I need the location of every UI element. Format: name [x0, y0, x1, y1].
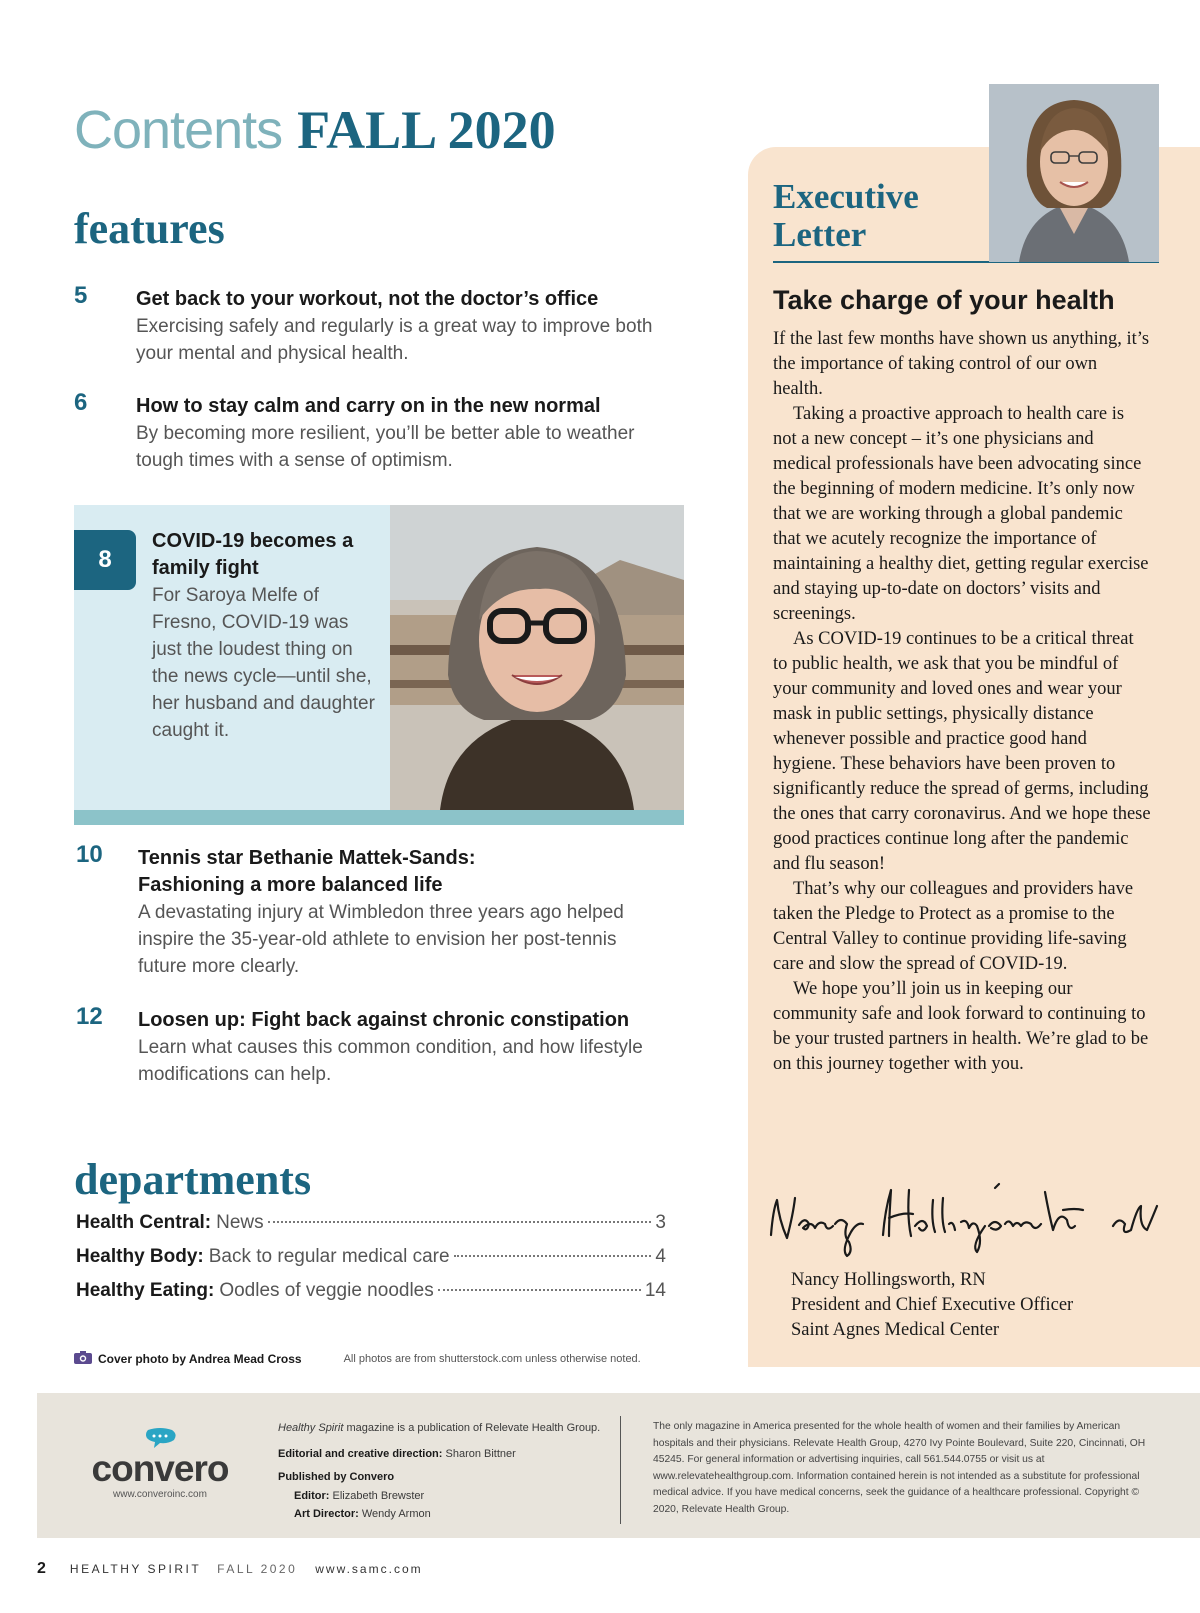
feature-title[interactable]: Loosen up: Fight back against chronic constipation: [138, 1009, 630, 1031]
department-category: Health Central:: [76, 1212, 212, 1233]
editor-value: Elizabeth Brewster: [329, 1490, 425, 1502]
highlight-feature-description: For Saroya Melfe of Fresno, COVID-19 was just the loudest thing on the news cycle—until she, her husband and daughter caught it.: [152, 585, 375, 741]
feature-description: Learn what causes this common condition, and how lifestyle modifications can help.: [138, 1037, 643, 1085]
feature-photo: [390, 505, 684, 810]
department-row[interactable]: [76, 1208, 666, 1238]
department-row[interactable]: [76, 1242, 666, 1272]
department-title: Oodles of veggie noodles: [219, 1280, 434, 1301]
handwritten-signature: [763, 1180, 1163, 1260]
folio-website[interactable]: www.samc.com: [315, 1562, 423, 1576]
signature-block: [791, 1268, 1181, 1343]
highlight-feature-bar: [74, 810, 684, 825]
publication-line: [278, 1421, 608, 1435]
feature-page-number: 12: [76, 1003, 103, 1030]
leader-dots: [454, 1255, 652, 1257]
signer-org: Saint Agnes Medical Center: [791, 1320, 1000, 1340]
feature-description: A devastating injury at Wimbledon three years ago helped inspire the 35-year-old athlete to envision her post-tennis future more clearly.: [138, 902, 624, 977]
executive-portrait: [989, 84, 1159, 262]
art-director-value: Wendy Armon: [358, 1508, 431, 1520]
published-by-line: [278, 1470, 608, 1484]
editorial-label: Editorial and creative direction:: [278, 1448, 443, 1460]
editor-label: Editor:: [294, 1490, 330, 1502]
page-title: [74, 98, 556, 162]
feature-description: Exercising safely and regularly is a great way to improve both your mental and physical health.: [136, 316, 653, 364]
signer-name: Nancy Hollingsworth, RN: [791, 1270, 986, 1290]
logo-wordmark: convero: [91, 1448, 229, 1489]
department-category: Healthy Eating:: [76, 1280, 215, 1301]
art-director-label: Art Director:: [294, 1508, 359, 1520]
cover-photo-credit: Cover photo by Andrea Mead Cross: [98, 1352, 302, 1366]
feature-title[interactable]: How to stay calm and carry on in the new normal: [136, 395, 601, 417]
department-row[interactable]: [76, 1276, 666, 1306]
letter-body: [773, 327, 1151, 1077]
feature-item[interactable]: [76, 841, 656, 981]
footer-disclaimer: The only magazine in America presented for the whole health of women and their families by American hospitals and their physicians. Relevate Health Group, 4270 Ivy Pointe Boulevard, Suite 220, Cincinnati, OH 45245. For general information or advertising inquiries, call 561.544.0755 or visit us at www.relevatehealthgroup.com. Information contained herein is not intended as a substitute for professional medical advice. If you have medical concerns, seek the guidance of a healthcare professional. Copyright © 2020, Relevate Health Group.: [653, 1421, 1146, 1515]
folio-publication: HEALTHY SPIRIT: [69, 1562, 202, 1576]
features-heading: features: [74, 204, 225, 253]
department-page: 4: [655, 1246, 666, 1267]
photo-credits: [74, 1350, 641, 1368]
published-by: Published by Convero: [278, 1471, 395, 1483]
department-category: Healthy Body:: [76, 1246, 204, 1267]
letter-paragraph: That’s why our colleagues and providers have taken the Pledge to Protect as a promise to the Central Valley to continue providing life-saving care and slow the spread of COVID-19.: [773, 879, 1134, 974]
footer-divider: [620, 1416, 621, 1524]
page-folio: [37, 1560, 423, 1578]
highlight-page-badge: 8: [74, 530, 136, 590]
departments-heading: departments: [74, 1155, 312, 1204]
stock-photo-note: All photos are from shutterstock.com unless otherwise noted.: [343, 1353, 641, 1365]
feature-page-number: 6: [74, 389, 88, 416]
letter-paragraph: If the last few months have shown us anything, it’s the importance of taking control of our own health.: [773, 329, 1150, 399]
camera-icon: [74, 1351, 92, 1367]
letter-paragraph: Taking a proactive approach to health care is not a new concept – it’s one physicians and medical professionals have been advocating since the beginning of modern medicine. It’s only now that we are working through a global pandemic that we acutely recognize the importance of maintaining a healthy diet, getting regular exercise and staying up-to-date on doctors’ visits and screenings.: [773, 404, 1149, 624]
department-title: Back to regular medical care: [208, 1246, 450, 1267]
feature-item[interactable]: [76, 1003, 656, 1093]
department-page: 3: [655, 1212, 666, 1233]
page-number: 2: [37, 1560, 46, 1577]
title-contents: Contents: [74, 100, 283, 160]
editor-line: [294, 1489, 624, 1503]
department-title: News: [216, 1212, 264, 1233]
feature-title[interactable]: Get back to your workout, not the doctor’s office: [136, 288, 599, 310]
feature-item[interactable]: [74, 389, 654, 479]
leader-dots: [268, 1221, 652, 1223]
leader-dots: [438, 1289, 641, 1291]
editorial-value: Sharon Bittner: [442, 1448, 516, 1460]
folio-issue: FALL 2020: [217, 1562, 298, 1576]
signer-role: President and Chief Executive Officer: [791, 1295, 1074, 1315]
department-page: 14: [644, 1280, 666, 1301]
magazine-name: Healthy Spirit: [278, 1422, 344, 1434]
letter-paragraph: We hope you’ll join us in keeping our community safe and look forward to continuing to be your trusted partners in health. We’re glad to be on this journey together with you.: [773, 979, 1149, 1074]
feature-title[interactable]: Tennis star Bethanie Mattek-Sands: Fashioning a more balanced life: [138, 847, 476, 896]
editorial-line: [278, 1447, 608, 1461]
letter-paragraph: As COVID-19 continues to be a critical threat to public health, we ask that you be mindful of your community and loved ones and wear your mask in public settings, physically distance whenever possible and practice good hand hygiene. These behaviors have been proven to significantly reduce the spread of germs, including the ones that carry coronavirus. And we hope these good practices continue long after the pandemic and flu season!: [773, 629, 1151, 874]
feature-description: By becoming more resilient, you’ll be better able to weather tough times with a sense of optimism.: [136, 423, 635, 471]
title-issue: FALL 2020: [297, 100, 556, 160]
feature-page-number: 10: [76, 841, 103, 868]
executive-letter-heading: Executive Letter: [773, 177, 919, 254]
feature-page-number: 5: [74, 282, 88, 309]
feature-item[interactable]: [74, 282, 654, 372]
publication-text: magazine is a publication of Relevate Health Group.: [343, 1422, 601, 1434]
logo-url[interactable]: www.converoinc.com: [113, 1489, 207, 1500]
letter-headline: Take charge of your health: [773, 285, 1115, 315]
art-director-line: [294, 1507, 624, 1521]
highlight-feature-title[interactable]: COVID-19 becomes a family fight: [152, 530, 354, 579]
